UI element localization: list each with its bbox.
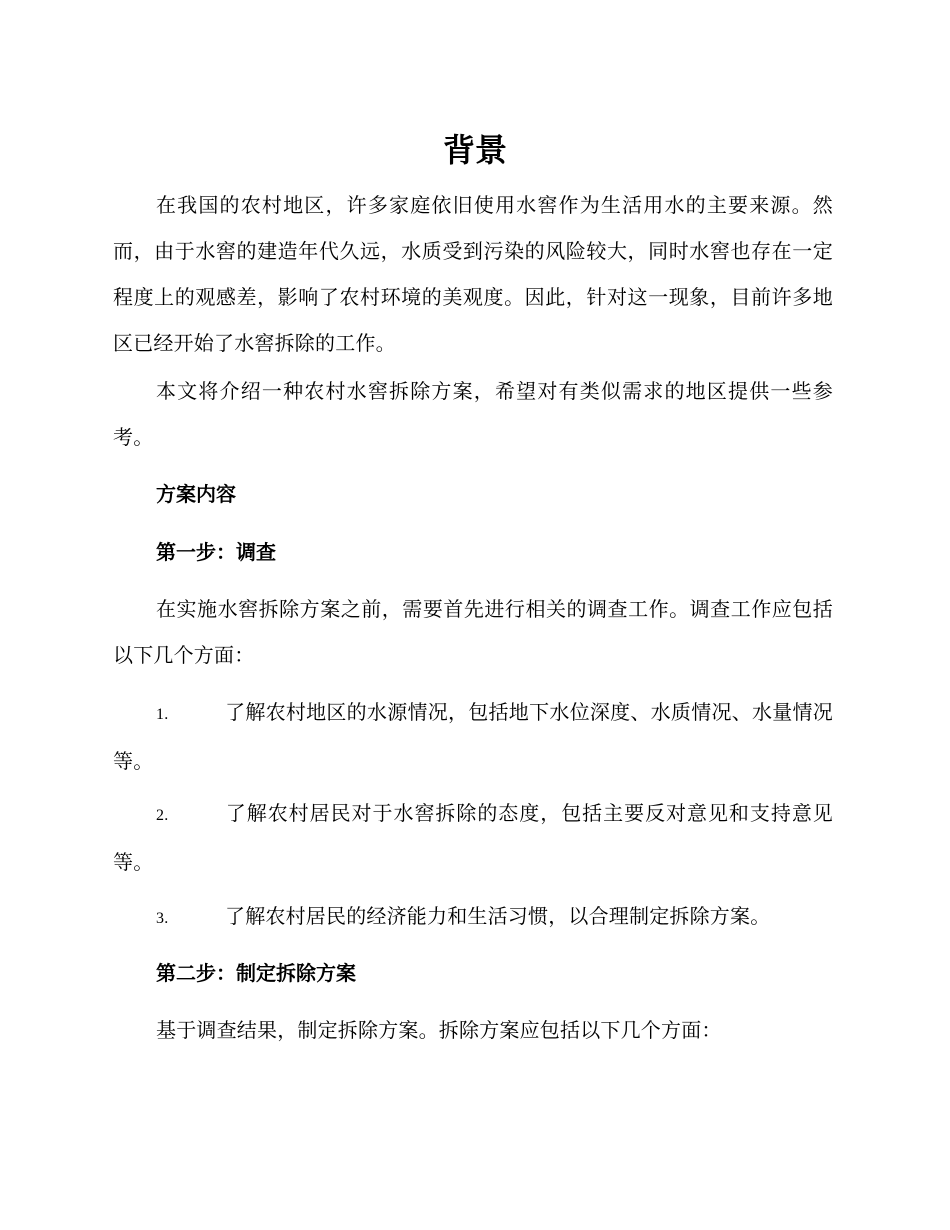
step2-heading: 第二步：制定拆除方案 <box>156 961 356 985</box>
plan-content-heading: 方案内容 <box>156 482 236 506</box>
list-item-text: 了解农村居民对于水窖拆除的态度，包括主要反对意见和支持意见等。 <box>113 801 833 874</box>
list-number: 3. <box>156 910 169 927</box>
intro-paragraph: 在我国的农村地区，许多家庭依旧使用水窖作为生活用水的主要来源。然而，由于水窖的建造年代久远，水质受到污染的风险较大，同时水窖也存在一定程度上的观感差，影响了农村环境的美观度。因此，针对这一现象，目前许多地区已经开始了水窖拆除的工作。 <box>113 193 833 355</box>
list-item <box>113 893 833 942</box>
list-item-text: 了解农村地区的水源情况，包括地下水位深度、水质情况、水量情况等。 <box>113 700 833 773</box>
purpose-paragraph: 本文将介绍一种农村水窖拆除方案，希望对有类似需求的地区提供一些参考。 <box>113 379 833 449</box>
step1-heading: 第一步：调查 <box>156 540 276 564</box>
step2-intro-paragraph: 基于调查结果，制定拆除方案。拆除方案应包括以下几个方面： <box>156 1018 722 1042</box>
step1-intro-paragraph: 在实施水窖拆除方案之前，需要首先进行相关的调查工作。调查工作应包括以下几个方面： <box>113 597 833 667</box>
list-item <box>113 790 833 885</box>
list-number: 1. <box>156 706 169 723</box>
list-number: 2. <box>156 807 169 824</box>
list-item <box>113 689 833 784</box>
list-item-text: 了解农村居民的经济能力和生活习惯，以合理制定拆除方案。 <box>225 904 771 928</box>
page-title: 背景 <box>442 131 507 169</box>
